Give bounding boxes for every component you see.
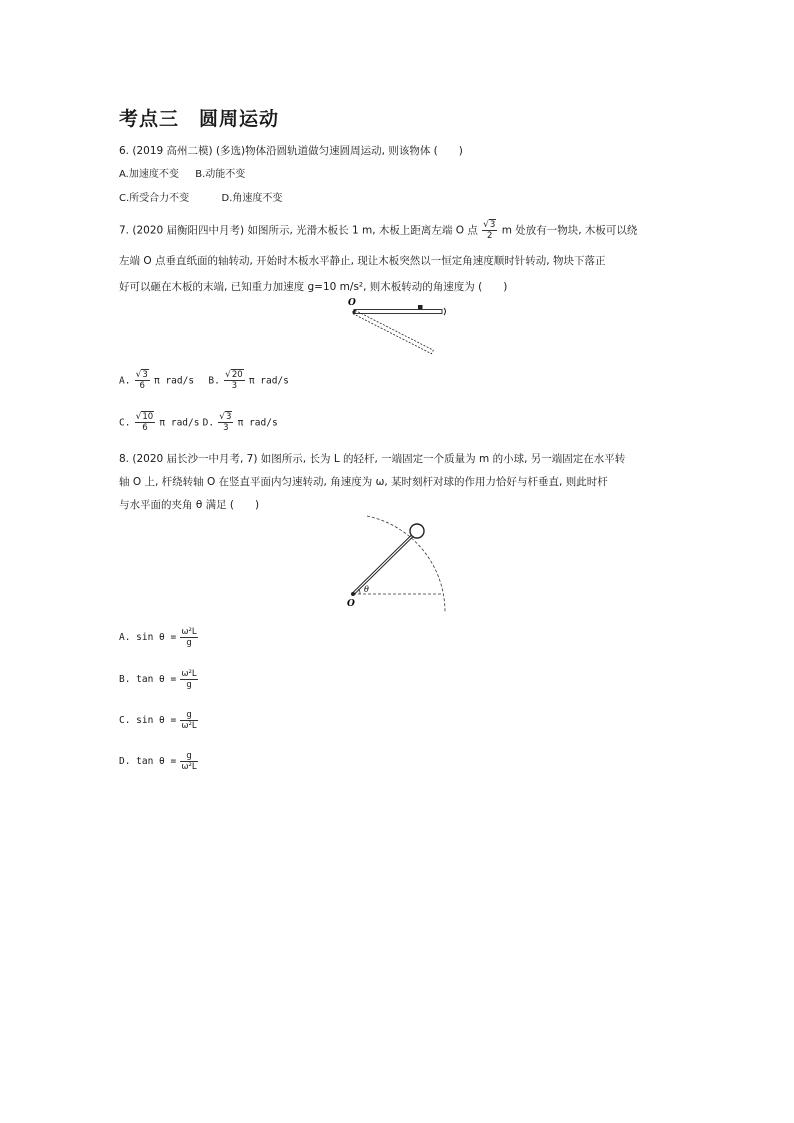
q8-option-d-lhs: D. tan θ = xyxy=(119,755,177,767)
q7-options-row1 xyxy=(119,370,289,391)
q8-option-b xyxy=(119,669,199,690)
q7-option-d-letter: D. xyxy=(202,417,215,429)
q7-line3: 好可以砸在木板的末端, 已知重力加速度 g=10 m/s², 则木板转动的角速度为 ( ) xyxy=(119,281,508,293)
q7-option-b-letter: B. xyxy=(208,375,220,387)
q8-option-a-fraction xyxy=(180,627,197,648)
q7-line1 xyxy=(119,220,637,241)
q8-option-a-num: ω²L xyxy=(181,627,197,637)
q7-board-horizontal xyxy=(354,310,442,314)
q8-ball xyxy=(410,524,424,538)
q7-option-b-fraction: $\frac{√20}{3}$ xyxy=(225,370,243,391)
q7-frac-num: 3 xyxy=(489,220,496,230)
q7-board-figure xyxy=(340,296,450,362)
q8-option-c-lhs: C. sin θ = xyxy=(119,714,177,726)
q7-option-b-num: 20 xyxy=(231,370,243,380)
q8-rod-inner xyxy=(353,536,412,594)
q7-option-a-den: 6 xyxy=(139,381,145,391)
q8-angle-arc xyxy=(359,589,361,594)
section-number: 考点三 xyxy=(119,108,180,130)
q8-circular-path xyxy=(367,516,445,612)
q7-option-c-num: 10 xyxy=(142,412,154,422)
q8-option-a xyxy=(119,627,199,648)
q7-line2: 左端 O 点垂直纸面的轴转动, 开始时木板水平静止, 现让木板突然以一恒定角速度顺时针转动, 物块下落正 xyxy=(119,255,606,267)
q8-option-a-den: g xyxy=(186,638,192,648)
q7-option-b-den: 3 xyxy=(231,381,238,391)
q8-axis-point xyxy=(351,592,355,596)
q7-option-c-unit: π rad/s xyxy=(159,417,200,429)
q7-line1-post: m 处放有一物块, 木板可以绕 xyxy=(501,224,638,237)
q7-option-b-unit: π rad/s xyxy=(248,375,289,387)
q8-option-a-lhs: A. sin θ = xyxy=(119,631,177,643)
q7-option-a-num: 3 xyxy=(142,370,148,380)
q6-option-c: C.所受合力不变 xyxy=(119,193,190,204)
q7-rotation-arrow xyxy=(444,308,446,315)
q8-option-d xyxy=(119,751,199,772)
q8-option-c-fraction xyxy=(180,710,197,731)
q8-option-c xyxy=(119,710,199,731)
q8-line2: 轴 O 上, 杆绕转轴 O 在竖直平面内匀速转动, 角速度为 ω, 某时刻杆对球的作用力恰好与杆垂直, 则此时杆 xyxy=(119,476,608,488)
q7-line1-pre: 7. (2020 届衡阳四中月考) 如图所示, 光滑木板长 1 m, 木板上距离左端 O 点 xyxy=(119,224,478,237)
q8-option-c-den: ω²L xyxy=(181,721,197,731)
q8-fig-label-theta: θ xyxy=(364,585,369,594)
q7-block xyxy=(418,305,423,310)
q7-board-rotated xyxy=(353,310,433,354)
q8-option-d-den: ω²L xyxy=(181,762,197,772)
q7-option-c-letter: C. xyxy=(119,417,131,429)
section-title xyxy=(119,104,279,131)
q7-options-row2 xyxy=(119,412,278,433)
q7-option-c-fraction: $\frac{√10}{6}$ xyxy=(135,412,154,433)
q7-option-c-den: 6 xyxy=(142,423,148,433)
q7-frac-den: 2 xyxy=(487,231,493,241)
q8-fig-label-o: O xyxy=(347,599,355,609)
q8-option-d-fraction xyxy=(180,751,197,772)
q7-option-d-unit: π rad/s xyxy=(237,417,278,429)
q6-options-row1 xyxy=(119,169,245,181)
q8-line3: 与水平面的夹角 θ 满足 ( ) xyxy=(119,499,260,511)
q7-option-d-num: 3 xyxy=(226,412,232,422)
q8-option-b-den: g xyxy=(186,680,192,690)
q8-rod-figure xyxy=(340,512,450,612)
q7-fig-label-o: O xyxy=(348,298,356,308)
q6-options-row2 xyxy=(119,193,282,205)
q7-option-a-unit: π rad/s xyxy=(154,375,195,387)
q8-option-d-num: g xyxy=(180,751,197,762)
q6-option-b: B.动能不变 xyxy=(195,169,246,180)
q8-option-b-num: ω²L xyxy=(181,669,197,679)
q7-distance-fraction: $\frac{√3}{2}$ xyxy=(483,220,496,241)
q7-option-d-fraction: $\frac{√3}{3}$ xyxy=(219,412,232,433)
q8-option-c-num: g xyxy=(180,710,197,721)
q7-option-d-den: 3 xyxy=(223,423,229,433)
q8-line1: 8. (2020 届长沙一中月考, 7) 如图所示, 长为 L 的轻杆, 一端固定一个质量为 m 的小球, 另一端固定在水平转 xyxy=(119,453,626,465)
q6-stem: 6. (2019 高州二模) (多选)物体沿圆轨道做匀速圆周运动, 则该物体 ( ) xyxy=(119,145,463,157)
q6-option-d: D.角速度不变 xyxy=(221,193,283,204)
section-topic: 圆周运动 xyxy=(199,108,280,130)
q8-option-b-lhs: B. tan θ = xyxy=(119,673,177,685)
q6-option-a: A.加速度不变 xyxy=(119,169,179,180)
q8-option-b-fraction xyxy=(180,669,197,690)
q7-option-a-fraction: $\frac{√3}{6}$ xyxy=(135,370,148,391)
q7-option-a-letter: A. xyxy=(119,375,131,387)
